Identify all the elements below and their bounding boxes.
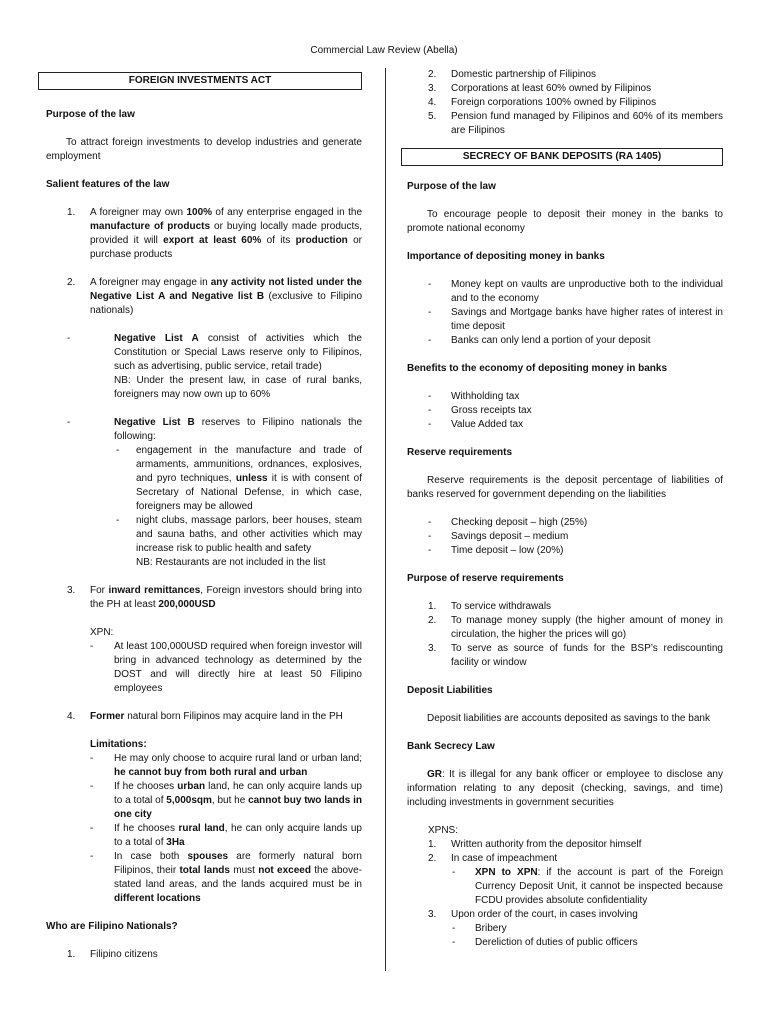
- item-text: At least 100,000USD required when foreign investor will bring in advanced technology as determined by the DOST and will directly hire at least 50 Filipino employees: [114, 641, 362, 694]
- limitations-heading: Limitations:: [90, 739, 147, 750]
- list-item: [407, 852, 723, 866]
- item-number: 2.: [428, 853, 437, 864]
- item-number: 1.: [428, 601, 437, 612]
- item-number: 2.: [67, 277, 76, 288]
- item-number: 2.: [428, 615, 437, 626]
- xpn-heading: XPN:: [90, 627, 114, 638]
- list-item: [407, 306, 723, 334]
- item-text: In case of impeachment: [451, 853, 558, 864]
- xpns-heading: XPNS:: [428, 825, 459, 836]
- bank-secrecy-law-heading: Bank Secrecy Law: [407, 741, 495, 752]
- deposit-liabilities-heading: Deposit Liabilities: [407, 685, 493, 696]
- column-divider: [385, 68, 386, 971]
- item-number: 2.: [428, 69, 437, 80]
- salient-heading: Salient features of the law: [46, 179, 170, 190]
- item-number: 3.: [67, 585, 76, 596]
- item-text: Dereliction of duties of public officers: [475, 937, 638, 948]
- item-text: engagement in the manufacture and trade of armaments, ammunitions, ordnances, explosives, and pyro techniques, unless it is with consent of Secretary of National Defense, in which case, foreigners may be allowed: [136, 445, 362, 512]
- list-item: [407, 390, 723, 404]
- bullet-dash: -: [116, 445, 120, 456]
- list-item: [407, 838, 723, 852]
- bullet-dash: -: [428, 335, 432, 346]
- item-text: Upon order of the court, in cases involving: [451, 909, 638, 920]
- item-text: Foreign corporations 100% owned by Filipinos: [451, 97, 657, 108]
- purpose-heading: Purpose of the law: [46, 109, 135, 120]
- note-text: NB: Restaurants are not included in the list: [136, 557, 326, 568]
- item-number: 1.: [428, 839, 437, 850]
- list-item: [407, 334, 723, 348]
- item-text: Checking deposit – high (25%): [451, 517, 588, 528]
- bullet-dash: -: [90, 851, 94, 862]
- bullet-dash: -: [428, 391, 432, 402]
- list-item: [46, 850, 362, 906]
- list-item: [407, 516, 723, 530]
- list-item: [46, 206, 362, 262]
- item-text: Banks can only lend a portion of your deposit: [451, 335, 651, 346]
- item-number: 3.: [428, 643, 437, 654]
- list-item: [46, 822, 362, 850]
- section-title-bank-secrecy: SECRECY OF BANK DEPOSITS (RA 1405): [401, 148, 723, 166]
- bullet-dash: -: [428, 531, 432, 542]
- list-item: [407, 866, 723, 908]
- item-text: Negative List A consist of activities which the Constitution or Special Laws reserve only to Filipinos, such as advertising, public service, retail trade): [114, 333, 362, 372]
- purpose-text: To attract foreign investments to develop industries and generate employment: [46, 137, 362, 162]
- bullet-dash: -: [452, 923, 456, 934]
- item-text: Former natural born Filipinos may acquire land in the PH: [90, 711, 343, 722]
- negative-list-b: [46, 416, 362, 444]
- item-text: XPN to XPN: if the account is part of the Foreign Currency Deposit Unit, it cannot be inspected because FCDU provides absolute confidentiality: [475, 867, 723, 906]
- bullet-dash: -: [428, 279, 432, 290]
- list-item: [46, 640, 362, 696]
- bullet-dash: -: [116, 515, 120, 526]
- bullet-dash: -: [428, 545, 432, 556]
- item-text: A foreigner may own 100% of any enterprise engaged in the manufacture of products or buying locally made products, provided it will export at least 60% of its production or purchase products: [90, 207, 363, 260]
- list-item: [46, 780, 362, 822]
- left-column: [46, 68, 362, 962]
- item-text: night clubs, massage parlors, beer houses, steam and sauna baths, and other activities which may increase risk to public health and safety: [136, 515, 362, 554]
- item-text: Withholding tax: [451, 391, 520, 402]
- item-number: 3.: [428, 909, 437, 920]
- bullet-dash: -: [90, 753, 94, 764]
- item-number: 3.: [428, 83, 437, 94]
- item-text: A foreigner may engage in any activity not listed under the Negative List A and Negative list B (exclusive to Filipino nationals): [90, 277, 363, 316]
- list-item: [407, 936, 723, 950]
- bullet-dash: -: [428, 419, 432, 430]
- general-rule-text: GR: It is illegal for any bank officer or employee to disclose any information relating to any deposit (checking, savings, and time) including investments in government securities: [407, 769, 723, 808]
- section-title-foreign-investments: FOREIGN INVESTMENTS ACT: [38, 72, 362, 90]
- bullet-dash: -: [428, 517, 432, 528]
- list-item: [407, 110, 723, 138]
- list-item: [46, 444, 362, 514]
- reserve-heading: Reserve requirements: [407, 447, 513, 458]
- importance-heading: Importance of depositing money in banks: [407, 251, 605, 262]
- bullet-dash: -: [428, 307, 432, 318]
- bullet-dash: -: [90, 781, 94, 792]
- list-item: [46, 710, 362, 724]
- list-item: [407, 922, 723, 936]
- list-item: [407, 642, 723, 670]
- bullet-dash: -: [428, 405, 432, 416]
- item-text: If he chooses urban land, he can only acquire lands up to a total of 5,000sqm, but he cannot buy two lands in one city: [114, 781, 362, 820]
- list-item: [407, 404, 723, 418]
- item-text: Value Added tax: [451, 419, 524, 430]
- item-text: He may only choose to acquire rural land or urban land; he cannot buy from both rural and urban: [114, 753, 362, 778]
- item-text: Savings and Mortgage banks have higher rates of interest in time deposit: [451, 307, 723, 332]
- item-number: 4.: [67, 711, 76, 722]
- list-item: [407, 530, 723, 544]
- item-text: To serve as source of funds for the BSP’s rediscounting facility or window: [451, 643, 723, 668]
- bullet-dash: -: [452, 937, 456, 948]
- item-number: 1.: [67, 949, 76, 960]
- item-number: 4.: [428, 97, 437, 108]
- item-text: To service withdrawals: [451, 601, 552, 612]
- item-text: Negative List B reserves to Filipino nationals the following:: [114, 417, 363, 442]
- reserve-purpose-heading: Purpose of reserve requirements: [407, 573, 564, 584]
- item-text: Written authority from the depositor himself: [451, 839, 642, 850]
- bullet-dash: -: [452, 867, 456, 878]
- item-text: Savings deposit – medium: [451, 531, 569, 542]
- reserve-text: Reserve requirements is the deposit percentage of liabilities of banks reserved for government depending on the liabilities: [407, 475, 723, 500]
- purpose-heading: Purpose of the law: [407, 181, 496, 192]
- filipino-nationals-heading: Who are Filipino Nationals?: [46, 921, 178, 932]
- list-item: [407, 96, 723, 110]
- deposit-liabilities-text: Deposit liabilities are accounts deposited as savings to the bank: [427, 713, 710, 724]
- item-number: 5.: [428, 111, 437, 122]
- item-text: Pension fund managed by Filipinos and 60% of its members are Filipinos: [451, 111, 723, 136]
- bullet-dash: -: [90, 641, 94, 652]
- bullet-dash: -: [67, 333, 71, 344]
- item-text: Domestic partnership of Filipinos: [451, 69, 597, 80]
- item-text: For inward remittances, Foreign investors should bring into the PH at least 200,000USD: [90, 585, 362, 610]
- item-text: Corporations at least 60% owned by Filipinos: [451, 83, 652, 94]
- item-text: Money kept on vaults are unproductive both to the individual and to the economy: [451, 279, 723, 304]
- item-text: To manage money supply (the higher amount of money in circulation, the higher the prices will go): [451, 615, 723, 640]
- list-item: [407, 68, 723, 82]
- item-text: Time deposit – low (20%): [451, 545, 564, 556]
- list-item: [407, 600, 723, 614]
- benefits-heading: Benefits to the economy of depositing money in banks: [407, 363, 668, 374]
- note-text: NB: Under the present law, in case of rural banks, foreigners may now own up to 60%: [114, 375, 362, 400]
- item-text: If he chooses rural land, he can only acquire lands up to a total of 3Ha: [114, 823, 362, 848]
- item-text: In case both spouses are formerly natural born Filipinos, their total lands must not exceed the above-stated land areas, and the lands acquired must be in different locations: [114, 851, 362, 904]
- list-item: [46, 948, 362, 962]
- list-item: [407, 278, 723, 306]
- list-item: [46, 514, 362, 570]
- item-number: 1.: [67, 207, 76, 218]
- document-header: Commercial Law Review (Abella): [310, 45, 458, 56]
- negative-list-a: [46, 332, 362, 402]
- list-item: [407, 82, 723, 96]
- item-text: Filipino citizens: [90, 949, 158, 960]
- item-text: Gross receipts tax: [451, 405, 532, 416]
- list-item: [407, 418, 723, 432]
- list-item: [407, 614, 723, 642]
- right-column: [407, 68, 723, 950]
- purpose-text: To encourage people to deposit their money in the banks to promote national economy: [407, 209, 723, 234]
- list-item: [407, 544, 723, 558]
- list-item: [46, 584, 362, 612]
- bullet-dash: -: [67, 417, 71, 428]
- item-text: Bribery: [475, 923, 507, 934]
- list-item: [46, 276, 362, 318]
- bullet-dash: -: [90, 823, 94, 834]
- list-item: [407, 908, 723, 922]
- list-item: [46, 752, 362, 780]
